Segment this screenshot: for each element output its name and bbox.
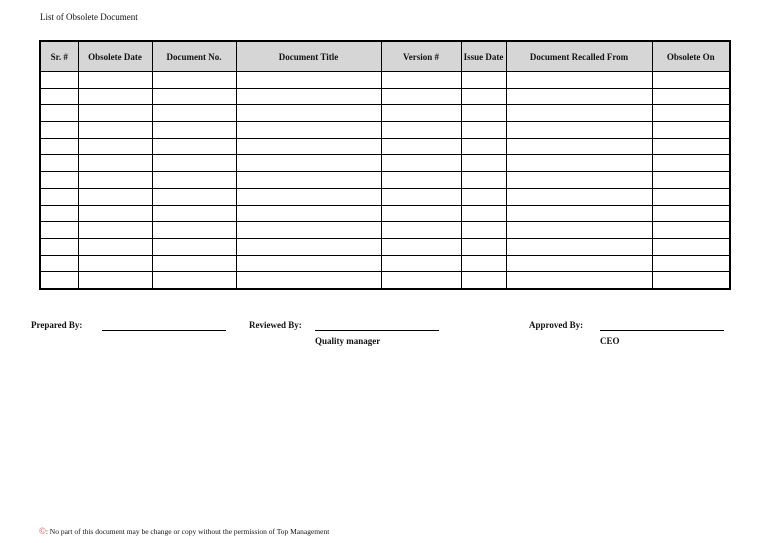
table-cell[interactable]	[152, 272, 236, 289]
table-row	[40, 105, 730, 122]
table-cell[interactable]	[152, 88, 236, 105]
table-header-row	[40, 41, 730, 72]
table-cell[interactable]	[461, 272, 506, 289]
table-cell[interactable]	[461, 255, 506, 272]
table-cell[interactable]	[506, 238, 652, 255]
table-cell[interactable]	[461, 172, 506, 189]
table-row	[40, 188, 730, 205]
table-cell[interactable]	[152, 138, 236, 155]
table-cell[interactable]	[78, 222, 152, 239]
table-row	[40, 72, 730, 89]
table-cell[interactable]	[652, 255, 730, 272]
table-cell[interactable]	[78, 188, 152, 205]
column-header: Obsolete On	[652, 41, 730, 72]
table-cell[interactable]	[506, 122, 652, 139]
table-row	[40, 222, 730, 239]
table-cell[interactable]	[40, 105, 78, 122]
table-cell[interactable]	[40, 238, 78, 255]
table-cell[interactable]	[506, 72, 652, 89]
table-cell[interactable]	[152, 222, 236, 239]
table-cell[interactable]	[236, 255, 381, 272]
table-row	[40, 205, 730, 222]
table-cell[interactable]	[652, 188, 730, 205]
table-cell[interactable]	[152, 205, 236, 222]
footer-text: : No part of this document may be change or copy without the permission of Top Management	[45, 527, 330, 536]
table-cell[interactable]	[381, 122, 461, 139]
column-header: Sr. #	[40, 41, 78, 72]
table-cell[interactable]	[236, 155, 381, 172]
table-cell[interactable]	[381, 105, 461, 122]
table-cell[interactable]	[381, 72, 461, 89]
table-cell[interactable]	[78, 155, 152, 172]
table-cell[interactable]	[461, 188, 506, 205]
table-cell[interactable]	[40, 222, 78, 239]
table-cell[interactable]	[652, 72, 730, 89]
table-cell[interactable]	[40, 205, 78, 222]
column-header: Issue Date	[461, 41, 506, 72]
table-cell[interactable]	[461, 72, 506, 89]
table-cell[interactable]	[506, 138, 652, 155]
column-header: Document Recalled From	[506, 41, 652, 72]
table-body	[40, 72, 730, 289]
table-cell[interactable]	[461, 155, 506, 172]
table-cell[interactable]	[78, 172, 152, 189]
table-cell[interactable]	[152, 238, 236, 255]
table-cell[interactable]	[236, 188, 381, 205]
table-cell[interactable]	[506, 272, 652, 289]
table-cell[interactable]	[152, 72, 236, 89]
table-cell[interactable]	[506, 105, 652, 122]
prepared-by-label: Prepared By:	[31, 320, 83, 330]
table-cell[interactable]	[506, 205, 652, 222]
footer-notice	[39, 526, 329, 536]
table-cell[interactable]	[652, 238, 730, 255]
table-cell[interactable]	[652, 138, 730, 155]
table-cell[interactable]	[78, 72, 152, 89]
table-cell[interactable]	[461, 238, 506, 255]
table-row	[40, 138, 730, 155]
table-cell[interactable]	[381, 272, 461, 289]
table-cell[interactable]	[381, 222, 461, 239]
obsolete-document-table	[39, 40, 731, 290]
table-cell[interactable]	[236, 122, 381, 139]
table-cell[interactable]	[652, 205, 730, 222]
table-cell[interactable]	[236, 105, 381, 122]
approved-by-role: CEO	[600, 336, 620, 346]
table-cell[interactable]	[506, 222, 652, 239]
table-cell[interactable]	[236, 222, 381, 239]
table-cell[interactable]	[506, 255, 652, 272]
table-row	[40, 155, 730, 172]
table-cell[interactable]	[381, 172, 461, 189]
table-cell[interactable]	[381, 205, 461, 222]
table-cell[interactable]	[40, 255, 78, 272]
reviewed-by-signature-line[interactable]	[315, 330, 439, 331]
table-cell[interactable]	[78, 255, 152, 272]
table-cell[interactable]	[381, 238, 461, 255]
copyright-icon: ©	[39, 526, 46, 536]
table-cell[interactable]	[236, 205, 381, 222]
table-cell[interactable]	[461, 122, 506, 139]
approved-by-label: Approved By:	[529, 320, 584, 330]
table-cell[interactable]	[78, 205, 152, 222]
table-cell[interactable]	[40, 72, 78, 89]
table-cell[interactable]	[152, 122, 236, 139]
approved-by-signature-line[interactable]	[600, 330, 724, 331]
table-cell[interactable]	[78, 88, 152, 105]
table-cell[interactable]	[461, 205, 506, 222]
table-cell[interactable]	[236, 138, 381, 155]
table-row	[40, 88, 730, 105]
table-cell[interactable]	[506, 172, 652, 189]
table-cell[interactable]	[381, 138, 461, 155]
table-cell[interactable]	[152, 255, 236, 272]
table-cell[interactable]	[506, 188, 652, 205]
table-cell[interactable]	[40, 188, 78, 205]
table-cell[interactable]	[236, 272, 381, 289]
table-cell[interactable]	[381, 88, 461, 105]
table-cell[interactable]	[40, 138, 78, 155]
table-row	[40, 172, 730, 189]
prepared-by-signature-line[interactable]	[102, 330, 226, 331]
table-cell[interactable]	[78, 238, 152, 255]
table-cell[interactable]	[152, 188, 236, 205]
table-cell[interactable]	[152, 105, 236, 122]
table-cell[interactable]	[652, 105, 730, 122]
column-header: Obsolete Date	[78, 41, 152, 72]
table-cell[interactable]	[652, 155, 730, 172]
table-cell[interactable]	[78, 122, 152, 139]
table-cell[interactable]	[652, 222, 730, 239]
table-cell[interactable]	[652, 172, 730, 189]
table-row	[40, 122, 730, 139]
reviewed-by-label: Reviewed By:	[249, 320, 302, 330]
reviewed-by-role: Quality manager	[315, 336, 381, 346]
table-cell[interactable]	[40, 172, 78, 189]
table-cell[interactable]	[506, 88, 652, 105]
column-header: Document No.	[152, 41, 236, 72]
table-cell[interactable]	[652, 122, 730, 139]
table-row	[40, 255, 730, 272]
table-cell[interactable]	[381, 155, 461, 172]
table-cell[interactable]	[461, 222, 506, 239]
table-cell[interactable]	[152, 172, 236, 189]
column-header: Version #	[381, 41, 461, 72]
table-cell[interactable]	[381, 255, 461, 272]
table-cell[interactable]	[236, 88, 381, 105]
table-cell[interactable]	[652, 88, 730, 105]
table-cell[interactable]	[506, 155, 652, 172]
table-cell[interactable]	[381, 188, 461, 205]
table-cell[interactable]	[461, 138, 506, 155]
table-cell[interactable]	[236, 238, 381, 255]
table-row	[40, 272, 730, 289]
table-cell[interactable]	[78, 272, 152, 289]
table-row	[40, 238, 730, 255]
column-header: Document Title	[236, 41, 381, 72]
table-cell[interactable]	[40, 122, 78, 139]
document-title: List of Obsolete Document	[40, 12, 138, 22]
table-cell[interactable]	[78, 138, 152, 155]
table-cell[interactable]	[236, 72, 381, 89]
table-cell[interactable]	[461, 88, 506, 105]
table-cell[interactable]	[652, 272, 730, 289]
table-cell[interactable]	[461, 105, 506, 122]
table-cell[interactable]	[40, 88, 78, 105]
table-cell[interactable]	[78, 105, 152, 122]
table-cell[interactable]	[40, 272, 78, 289]
table-cell[interactable]	[152, 155, 236, 172]
table-cell[interactable]	[40, 155, 78, 172]
table-cell[interactable]	[236, 172, 381, 189]
